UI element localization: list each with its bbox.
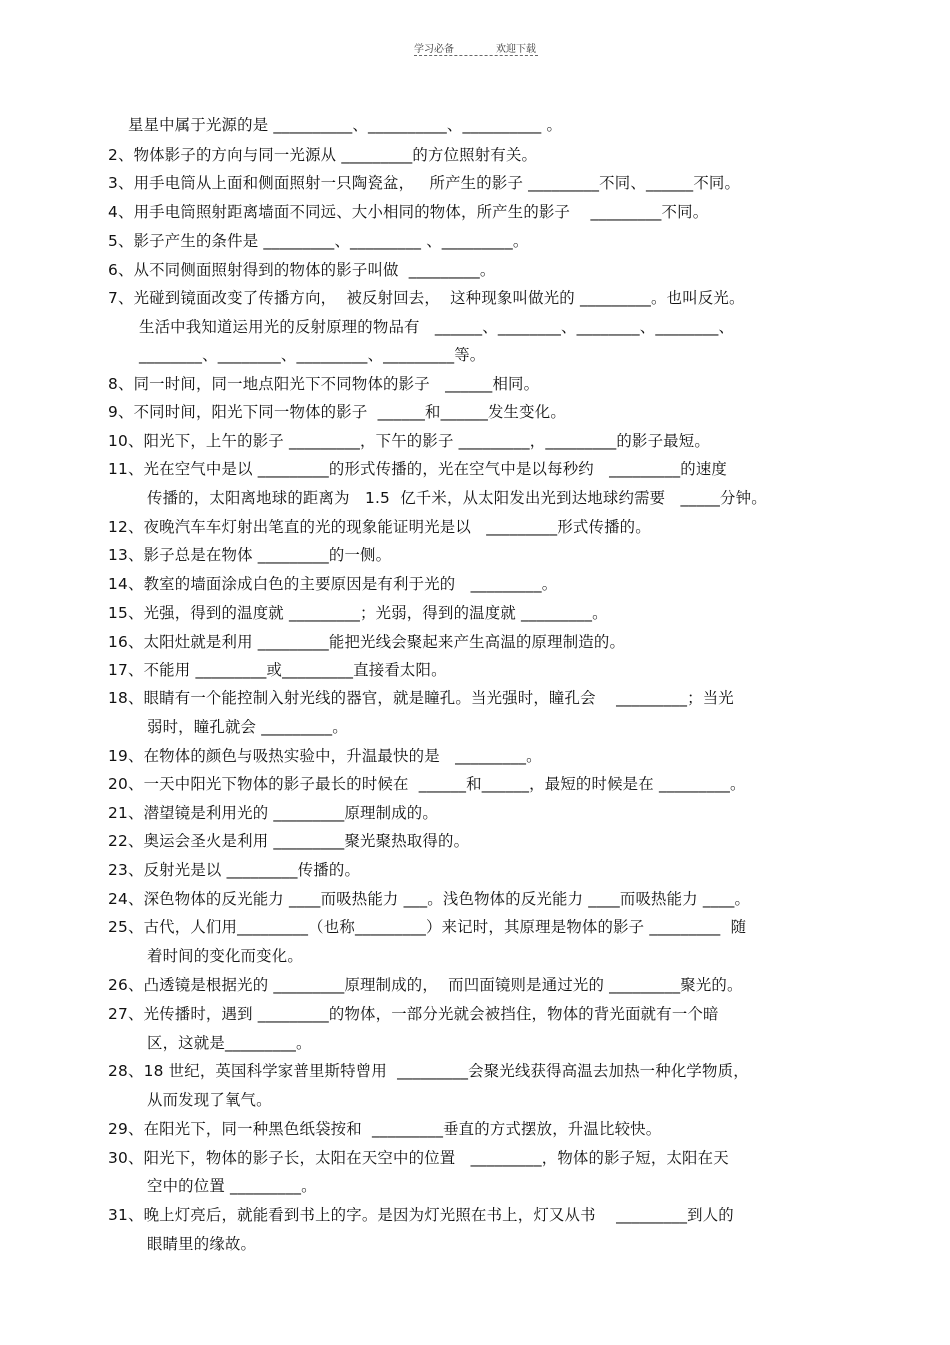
question-line: 28、18 世纪，英国科学家普里斯特曾用 _________会聚光线获得高温去加热一种化学物质， xyxy=(108,1062,749,1080)
header-left: 学习必备 xyxy=(414,44,454,55)
question-line: 5、影子产生的条件是 _________、_________ 、_________。 xyxy=(108,232,529,250)
question-line: 27、光传播时，遇到 _________的物体，一部分光就会被挡住，物体的背光面就有一个暗 xyxy=(108,1005,719,1023)
question-line: 11、光在空气中是以 _________的形式传播的，光在空气中是以每秒约 _________的速度 xyxy=(108,460,728,478)
question-line: 区，这就是_________。 xyxy=(147,1034,312,1052)
question-line: 15、光强，得到的温度就 _________；光弱，得到的温度就 _________。 xyxy=(108,604,608,622)
question-line: 眼睛里的缘故。 xyxy=(147,1235,257,1253)
question-line: 17、不能用 _________或_________直接看太阳。 xyxy=(108,661,447,679)
page-header xyxy=(414,40,538,55)
question-line: 31、晚上灯亮后，就能看到书上的字。是因为灯光照在书上，灯又从书 _________到人的 xyxy=(108,1206,734,1224)
question-line: 18、眼睛有一个能控制入射光线的器官，就是瞳孔。当光强时，瞳孔会 _________；当光 xyxy=(108,689,734,707)
question-line: 空中的位置 _________。 xyxy=(147,1177,317,1195)
question-line: 21、潜望镜是利用光的 _________原理制成的。 xyxy=(108,804,438,822)
question-line: 13、影子总是在物体 _________的一侧。 xyxy=(108,546,392,564)
question-line: 19、在物体的颜色与吸热实验中，升温最快的是 _________。 xyxy=(108,747,542,765)
question-line: 30、阳光下，物体的影子长，太阳在天空中的位置 _________，物体的影子短，太阳在天 xyxy=(108,1149,729,1167)
header-rule xyxy=(414,55,538,56)
question-line: 传播的，太阳离地球的距离为 1.5 亿千米，从太阳发出光到达地球约需要 _____分钟。 xyxy=(147,489,767,507)
question-line: ________、________、_________、_________等。 xyxy=(139,346,486,364)
question-line: 9、不同时间，阳光下同一物体的影子 ______和______发生变化。 xyxy=(108,403,566,421)
question-line: 24、深色物体的反光能力 ____而吸热能力 ___。浅色物体的反光能力 ____而吸热能力 ____。 xyxy=(108,890,751,908)
question-line: 23、反射光是以 _________传播的。 xyxy=(108,861,361,879)
question-line: 弱时，瞳孔就会 _________。 xyxy=(147,718,348,736)
question-line: 16、太阳灶就是利用 _________能把光线会聚起来产生高温的原理制造的。 xyxy=(108,633,626,651)
question-line: 29、在阳光下，同一种黑色纸袋按和 _________垂直的方式摆放，升温比较快。 xyxy=(108,1120,662,1138)
question-line: 7、光碰到镜面改变了传播方向， 被反射回去， 这种现象叫做光的 _________。也叫反光。 xyxy=(108,289,745,307)
question-line: 6、从不同侧面照射得到的物体的影子叫做 _________。 xyxy=(108,261,496,279)
question-line: 12、夜晚汽车车灯射出笔直的光的现象能证明光是以 _________形式传播的。 xyxy=(108,518,651,536)
question-line: 22、奥运会圣火是利用 _________聚光聚热取得的。 xyxy=(108,832,470,850)
header-right: 欢迎下载 xyxy=(496,44,536,55)
question-line: 25、古代，人们用_________（也称_________）来记时，其原理是物体的影子 _________ 随 xyxy=(108,918,747,936)
question-line: 20、一天中阳光下物体的影子最长的时候在 ______和______，最短的时候是在 _________。 xyxy=(108,775,746,793)
question-line: 2、物体影子的方向与同一光源从 _________的方位照射有关。 xyxy=(108,146,538,164)
question-line: 26、凸透镜是根据光的 _________原理制成的， 而凹面镜则是通过光的 _________聚光的。 xyxy=(108,976,743,994)
question-line: 4、用手电筒照射距离墙面不同远、大小相同的物体，所产生的影子 _________不同。 xyxy=(108,203,709,221)
question-line: 8、同一时间，同一地点阳光下不同物体的影子 ______相同。 xyxy=(108,375,540,393)
question-line: 14、教室的墙面涂成白色的主要原因是有利于光的 _________。 xyxy=(108,575,558,593)
question-line: 3、用手电筒从上面和侧面照射一只陶瓷盆， 所产生的影子 _________不同、______不同。 xyxy=(108,174,741,192)
question-line: 从而发现了氧气。 xyxy=(147,1091,272,1109)
question-line: 着时间的变化而变化。 xyxy=(147,947,303,965)
question-line: 10、阳光下，上午的影子 _________，下午的影子 _________，_________的影子最短。 xyxy=(108,432,710,450)
question-line: 星星中属于光源的是 __________、__________、__________ 。 xyxy=(128,116,563,134)
question-line: 生活中我知道运用光的反射原理的物品有 ______、________、________、________、 xyxy=(139,318,735,336)
